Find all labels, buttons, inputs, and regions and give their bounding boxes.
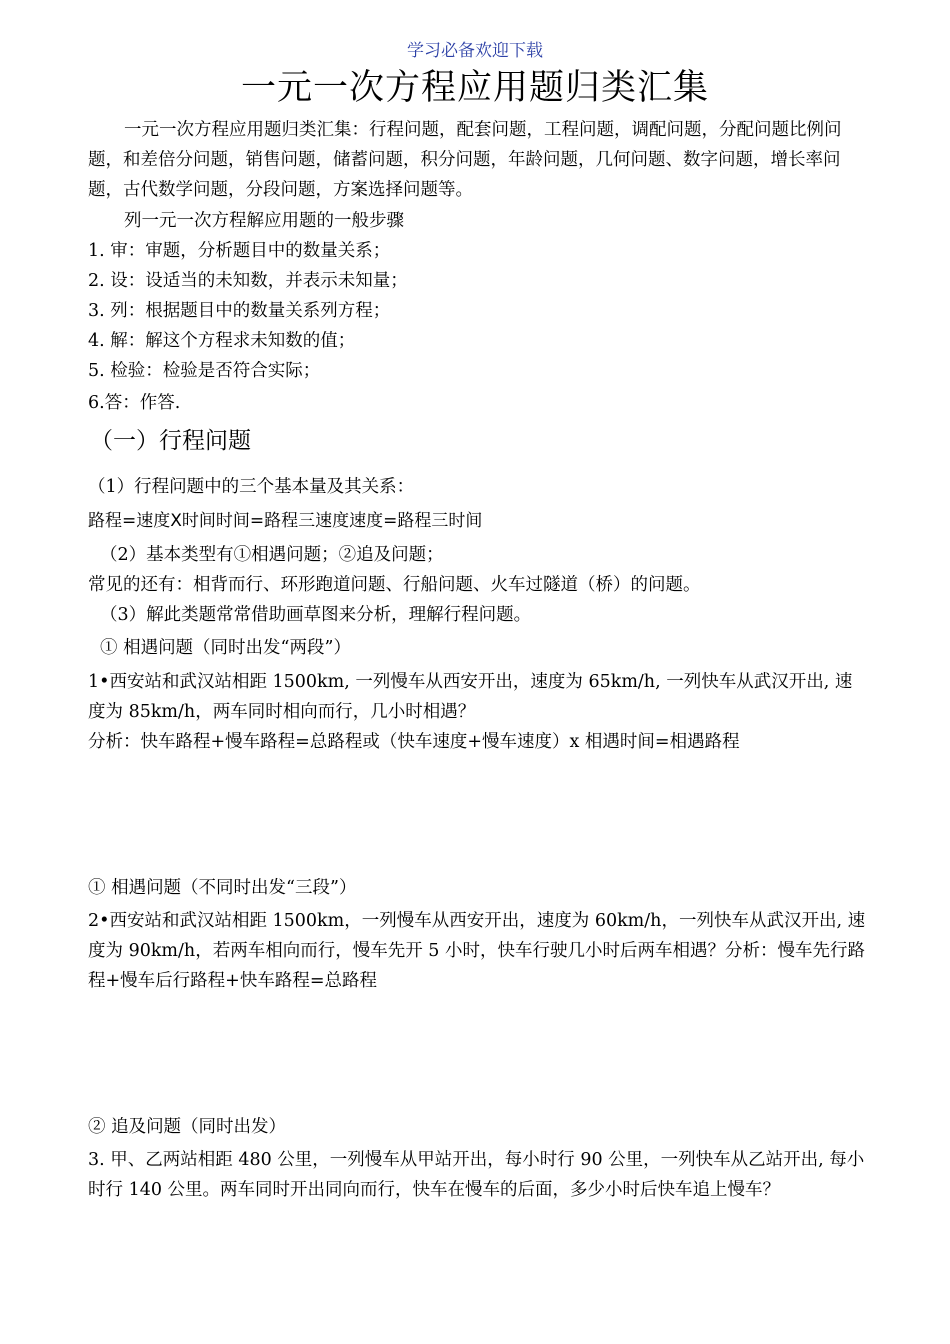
- subsection-heading: ① 相遇问题（不同时出发“三段”）: [88, 878, 357, 898]
- formula-line: 路程=速度Ⅹ时间时间=路程三速度速度=路程三时间: [88, 511, 483, 531]
- analysis-1: 分析：快车路程+慢车路程=总路程或（快车速度+慢车速度）x 相遇时间=相遇路程: [88, 732, 740, 752]
- paragraph: （2）基本类型有①相遇问题；②追及问题；: [100, 545, 444, 565]
- paragraph: （1）行程问题中的三个基本量及其关系：: [88, 477, 415, 497]
- document-title: 一元一次方程应用题归类汇集: [240, 68, 709, 108]
- steps-heading: 列一元一次方程解应用题的一般步骤: [124, 211, 404, 231]
- paragraph: （3）解此类题常常借助画草图来分析，理解行程问题。: [100, 605, 532, 625]
- page-header: 学习必备欢迎下载: [407, 41, 543, 61]
- step-item: 3. 列：根据题目中的数量关系列方程；: [88, 301, 391, 321]
- question-1: 1•西安站和武汉站相距 1500km, 一列慢车从西安开出，速度为 65km/h, 一列快车从武汉开出, 速度为 85km/h，两车同时相向而行，几小时相遇？: [88, 672, 853, 722]
- intro-paragraph: 一元一次方程应用题归类汇集：行程问题，配套问题，工程问题，调配问题，分配问题比例问题，和差倍分问题，销售问题，储蓄问题，积分问题，年龄问题，几何问题、数字问题，增长率问题，古代数学问题，分段问题，方案选择问题等。: [88, 120, 842, 200]
- paragraph: 常见的还有：相背而行、环形跑道问题、行船问题、火车过隧道（桥）的问题。: [88, 575, 701, 595]
- question-2: 2•西安站和武汉站相距 1500km，一列慢车从西安开出，速度为 60km/h，一列快车从武汉开出, 速度为 90km/h，若两车相向而行，慢车先开 5 小时，快车行驶几小时后两车相遇？分析：慢车先行路程+慢车后行路程+快车路程=总路程: [88, 911, 866, 991]
- step-item: 5. 检验：检验是否符合实际；: [88, 361, 321, 381]
- subsection-heading: ② 追及问题（同时出发）: [88, 1117, 287, 1137]
- subsection-heading: ① 相遇问题（同时出发“两段”）: [100, 638, 351, 658]
- section-heading: （一）行程问题: [90, 428, 251, 454]
- step-item: 1. 审：审题，分析题目中的数量关系；: [88, 241, 391, 261]
- step-item: 6.答：作答.: [88, 393, 181, 413]
- question-3: 3. 甲、乙两站相距 480 公里，一列慢车从甲站开出，每小时行 90 公里，一列快车从乙站开出, 每小时行 140 公里。两车同时开出同向而行，快车在慢车的后面，多少小时后快车追上慢车？: [88, 1150, 865, 1200]
- step-item: 2. 设：设适当的未知数，并表示未知量；: [88, 271, 408, 291]
- step-item: 4. 解：解这个方程求未知数的值；: [88, 331, 356, 351]
